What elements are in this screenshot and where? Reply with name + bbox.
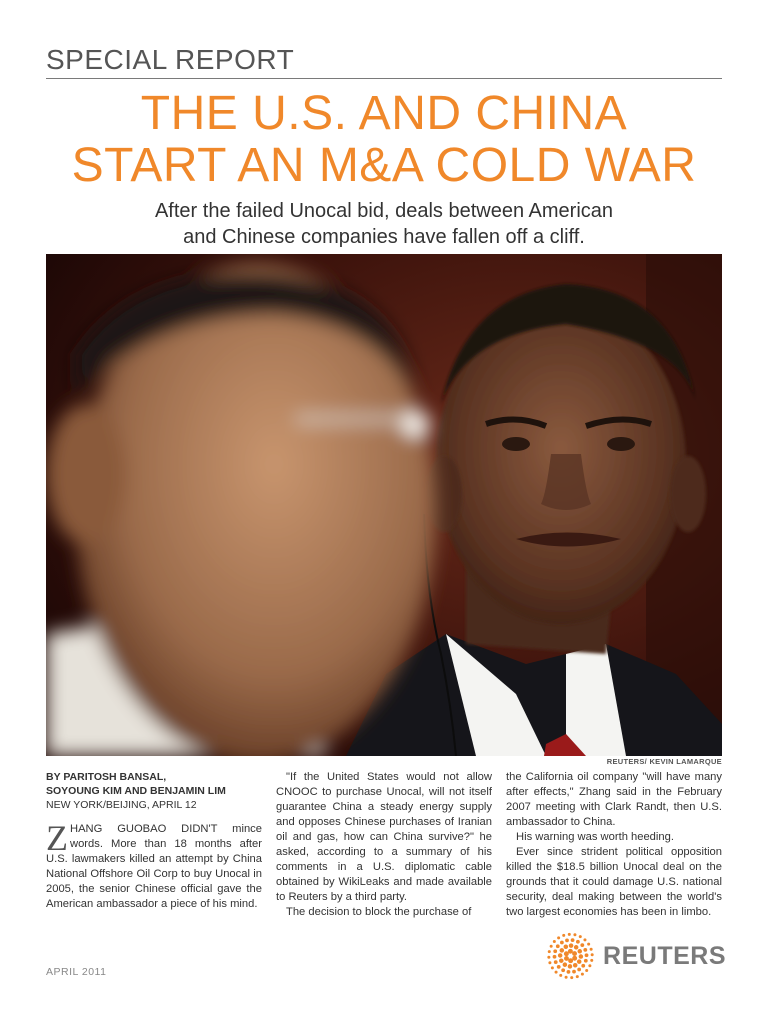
logo-dot bbox=[572, 951, 577, 956]
logo-dot bbox=[564, 944, 569, 949]
logo-dot bbox=[548, 950, 551, 953]
logo-dot bbox=[565, 938, 569, 942]
logo-dot bbox=[590, 959, 593, 962]
logo-dot bbox=[557, 965, 561, 969]
logo-dot bbox=[568, 949, 573, 954]
logo-dot bbox=[584, 959, 588, 963]
logo-dot bbox=[560, 948, 565, 953]
logo-dot bbox=[568, 958, 573, 963]
article-paragraph: The decision to block the purchase of bbox=[286, 906, 472, 918]
logo-dot bbox=[568, 964, 573, 969]
logo-dot bbox=[565, 976, 568, 979]
logo-dot bbox=[573, 963, 578, 968]
article-paragraph bbox=[46, 818, 262, 912]
logo-dot bbox=[558, 953, 563, 958]
logo-dot bbox=[553, 940, 556, 943]
logo-dot bbox=[560, 941, 564, 945]
article-column-2 bbox=[276, 770, 492, 920]
article-paragraph: "If the United States would not allow CNOOC to purchase Unocal, will not itself guarantee China a steady energy supply and opposes Chinese purchases of Iranian oil and gas, how can China survive?" he asked, according to a summary of his comments in a U.S. diplomatic cable obtained by WikiLeaks and made available to Reuters by a third party. bbox=[276, 771, 492, 903]
byline bbox=[46, 770, 262, 798]
logo-dot bbox=[568, 933, 571, 936]
reuters-logo bbox=[546, 930, 726, 982]
logo-dot bbox=[585, 969, 588, 972]
article-paragraph: the California oil company "will have many after effects," Zhang said in the February 2007 meeting with Clark Randt, then U.S. ambassador to China. bbox=[506, 771, 722, 828]
headline-line-2: START AN M&A COLD WAR bbox=[71, 139, 697, 192]
logo-dot bbox=[591, 953, 594, 956]
article-column-1 bbox=[46, 770, 262, 912]
logo-dot bbox=[567, 970, 571, 974]
photo-credit: REUTERS/ KEVIN LAMARQUE bbox=[606, 757, 722, 766]
byline-line-1: BY PARITOSH BANSAL, bbox=[46, 771, 167, 783]
logo-dot bbox=[561, 968, 565, 972]
logo-dot bbox=[590, 948, 593, 951]
logo-dot bbox=[577, 959, 582, 964]
article-paragraph: His warning was worth heeding. bbox=[516, 831, 674, 843]
logo-dot bbox=[547, 956, 550, 959]
reuters-logo-text: REUTERS bbox=[603, 941, 726, 970]
logo-dot bbox=[576, 940, 580, 944]
paragraph-text: HANG GUOBAO DIDN'T mince words. More than 18 months after U.S. lawmakers killed an attempt by China National Offshore Oil Corp to buy Unocal in 2005, the senior Chinese official gave the American ambassador a piece of his mind. bbox=[46, 823, 262, 910]
logo-dot bbox=[569, 943, 574, 948]
logo-dot bbox=[579, 954, 584, 959]
header-rule bbox=[46, 78, 722, 79]
article-paragraph: Ever since strident political opposition killed the $18.5 billion Unocal deal on the grounds that it could damage U.S. national security, deal making between the world's two largest economies has been in limbo. bbox=[506, 846, 722, 918]
logo-dot bbox=[553, 955, 557, 959]
logo-dot bbox=[554, 960, 558, 964]
logo-dot bbox=[556, 944, 560, 948]
logo-dot bbox=[574, 945, 579, 950]
byline-line-2: SOYOUNG KIM AND BENJAMIN LIM bbox=[46, 785, 226, 797]
logo-dot bbox=[579, 935, 582, 938]
dek-line-1: After the failed Unocal bid, deals between American bbox=[154, 200, 614, 222]
reuters-logo-icon bbox=[546, 930, 595, 982]
issue-date: APRIL 2011 bbox=[46, 966, 107, 978]
logo-dot bbox=[572, 970, 576, 974]
logo-dot bbox=[576, 975, 579, 978]
logo-dot bbox=[550, 945, 553, 948]
logo-dot bbox=[583, 948, 587, 952]
logo-dot bbox=[559, 958, 564, 963]
headline-line-1: THE U.S. AND CHINA bbox=[140, 87, 628, 140]
logo-dot bbox=[580, 943, 584, 947]
photo-illustration bbox=[46, 254, 722, 756]
dek-line-2: and Chinese companies have fallen off a cliff. bbox=[183, 226, 585, 248]
article-column-3 bbox=[506, 770, 722, 920]
logo-dot bbox=[551, 966, 554, 969]
logo-dot bbox=[583, 938, 586, 941]
logo-dot bbox=[548, 961, 551, 964]
dek bbox=[80, 198, 688, 250]
drop-cap: Z bbox=[46, 818, 68, 858]
logo-dot bbox=[581, 964, 585, 968]
logo-dot bbox=[563, 962, 568, 967]
logo-dot bbox=[571, 938, 575, 942]
dateline: NEW YORK/BEIJING, APRIL 12 bbox=[46, 799, 197, 811]
logo-dot bbox=[577, 949, 582, 954]
logo-dot bbox=[577, 968, 581, 972]
logo-dot bbox=[562, 934, 565, 937]
section-label: SPECIAL REPORT bbox=[46, 44, 295, 75]
logo-dot bbox=[587, 943, 590, 946]
logo-dot bbox=[585, 953, 589, 957]
logo-dot bbox=[564, 956, 569, 961]
logo-dot bbox=[573, 933, 576, 936]
logo-dot bbox=[559, 974, 562, 977]
logo-dot bbox=[581, 973, 584, 976]
lead-photo bbox=[46, 254, 722, 756]
headline bbox=[46, 88, 722, 192]
logo-dot bbox=[588, 964, 591, 967]
logo-dot bbox=[553, 949, 557, 953]
logo-dot bbox=[555, 971, 558, 974]
logo-dot bbox=[570, 976, 573, 979]
logo-dot bbox=[557, 936, 560, 939]
